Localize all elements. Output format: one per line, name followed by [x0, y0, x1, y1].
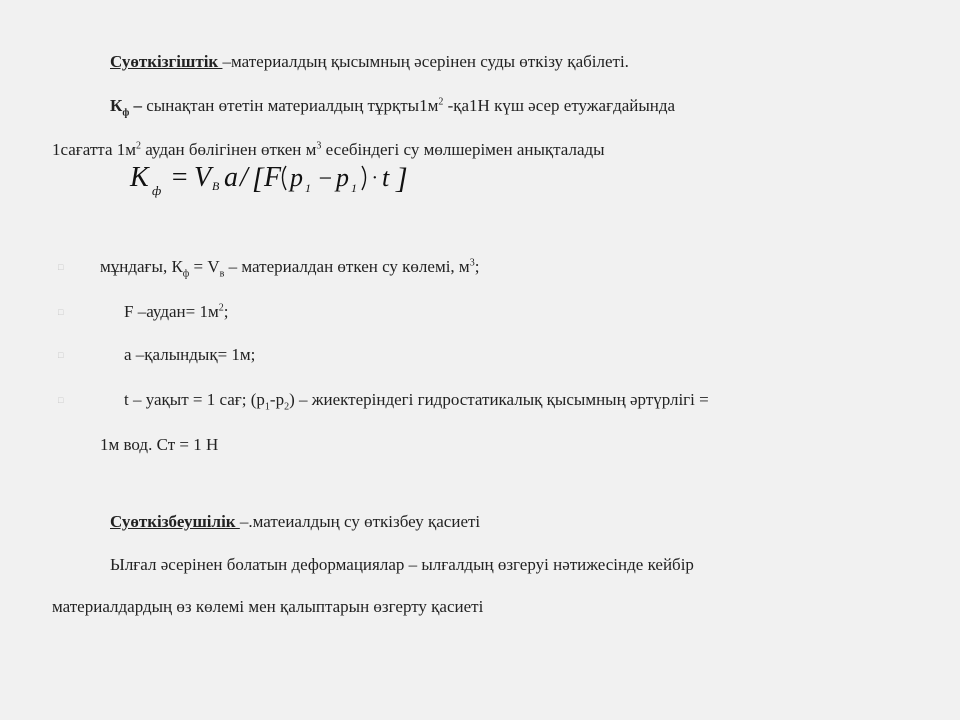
definition-impermeability-text: –.матеиалдың су өткізбеу қасиеті	[239, 512, 481, 531]
bullet-1-sub-b: в	[219, 268, 225, 280]
coefficient-sup-a: 2	[438, 96, 444, 108]
bullet-4-sub-b: 2	[284, 401, 290, 413]
coefficient-line2-c: есебіндегі су мөлшерімен анықталады	[321, 140, 605, 159]
formula-v-sub: B	[212, 179, 220, 193]
coefficient-symbol-sub: ф	[122, 107, 130, 119]
formula-equals: =	[170, 162, 189, 193]
term-impermeability: Суөткізбеушілік	[110, 512, 240, 531]
bullet-3-text: а –қалындық= 1м;	[124, 345, 256, 364]
bullet-4-continuation-text: 1м вод. Ст = 1 Н	[100, 435, 219, 454]
coefficient-symbol: К	[110, 96, 123, 115]
bullet-4-text-a: t – уақыт = 1 сағ; (р	[124, 390, 265, 409]
bullet-1-text-c: – материалдан өткен су көлемі, м	[224, 257, 470, 276]
bullet-1-sup: 3	[469, 257, 475, 269]
coefficient-text-a: сынақтан өтетін материалдың тұрқты1м	[146, 96, 439, 115]
coefficient-line2-b: аудан бөлігінен өткен м	[141, 140, 317, 159]
bullet-1-sub-a: ф	[182, 268, 190, 280]
deformation-text-line1: Ылғал әсерінен болатын деформациялар – ылғалдың өзгеруі нәтижесінде кейбір	[110, 555, 694, 574]
definition-deformation-line2	[52, 597, 483, 617]
formula-p2: p	[336, 163, 349, 192]
definition-coefficient-line1	[110, 96, 676, 119]
bullet-item-3	[124, 345, 255, 365]
bullet-4-text-c: ) – жиектеріндегі гидростатикалық қысымның әртүрлігі =	[289, 390, 709, 409]
bullet-4-sub-a: 1	[264, 401, 270, 413]
formula-paren-open	[283, 166, 287, 190]
definition-coefficient-line2	[52, 140, 605, 160]
formula-minus: −	[317, 166, 334, 192]
bullet-marker: □	[58, 395, 64, 405]
formula-p1: p	[290, 163, 303, 192]
formula-a: a	[224, 162, 238, 193]
formula-dot: ·	[372, 167, 377, 189]
bullet-item-4-continuation	[100, 435, 218, 455]
term-permeability: Суөткізгіштік	[110, 52, 223, 71]
bullet-1-text-b: = V	[189, 257, 220, 276]
bullet-4-text-b: -р	[269, 390, 285, 409]
formula-v: V	[194, 162, 212, 193]
bullet-item-2	[124, 302, 228, 322]
formula-p2-sub: 1	[351, 181, 357, 195]
coefficient-sup-c: 3	[316, 140, 322, 152]
formula-f: F	[264, 162, 282, 193]
bullet-item-1	[100, 257, 480, 280]
formula-lhs: K	[130, 162, 149, 193]
bullet-2-sup: 2	[218, 302, 224, 314]
coefficient-sup-b: 2	[136, 140, 141, 152]
bullet-item-4	[124, 390, 709, 413]
definition-deformation-line1	[110, 555, 694, 575]
bullet-marker: □	[58, 307, 64, 317]
coefficient-text-b: -қа1Н күш әсер етужағдайында	[443, 96, 676, 115]
definition-permeability-text: –материалдың қысымның әсерінен суды өткізу қабілеті.	[222, 52, 629, 71]
formula	[126, 160, 426, 200]
formula-t: t	[382, 163, 390, 192]
definition-impermeability	[110, 512, 480, 532]
formula-bracket-close: ]	[396, 162, 408, 195]
bullet-1-text-d: ;	[474, 257, 480, 276]
formula-bracket-open: [	[252, 162, 264, 195]
formula-slash: /	[240, 162, 248, 193]
bullet-2-text-b: ;	[223, 302, 229, 321]
coefficient-dash: –	[129, 96, 147, 115]
bullet-marker: □	[58, 350, 64, 360]
definition-permeability	[110, 52, 629, 72]
formula-paren-close	[362, 166, 366, 190]
bullet-marker: □	[58, 262, 64, 272]
formula-lhs-sub: ф	[152, 183, 162, 198]
formula-p1-sub: 1	[305, 181, 311, 195]
coefficient-line2-a: 1сағатта 1м	[52, 140, 136, 159]
bullet-1-text-a: мұндағы, К	[100, 257, 183, 276]
deformation-text-line2: материалдардың өз көлемі мен қалыптарын өзгерту қасиеті	[52, 597, 484, 616]
bullet-2-text-a: F –аудан= 1м	[124, 302, 219, 321]
